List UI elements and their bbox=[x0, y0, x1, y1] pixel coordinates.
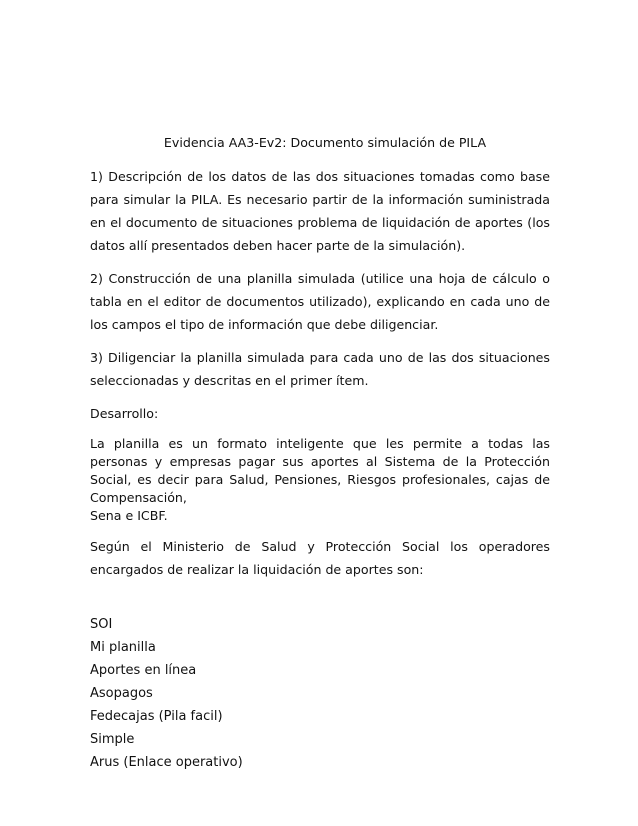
operator-item: Asopagos bbox=[90, 686, 153, 701]
paragraph-item-3: 3) Diligenciar la planilla simulada para cada uno de las dos situaciones seleccionadas y descritas en el primer ítem. bbox=[90, 350, 550, 388]
document-body bbox=[90, 132, 550, 774]
ministry-paragraph: Según el Ministerio de Salud y Protección Social los operadores encargados de realizar la liquidación de aportes son: bbox=[90, 539, 550, 577]
planilla-definition bbox=[90, 435, 550, 525]
operator-item: Simple bbox=[90, 732, 135, 747]
document-title: Evidencia AA3-Ev2: Documento simulación de PILA bbox=[163, 135, 487, 150]
operator-item: Mi planilla bbox=[90, 640, 156, 655]
planilla-definition-line-2: Sena e ICBF. bbox=[90, 508, 168, 523]
operator-item: Arus (Enlace operativo) bbox=[90, 755, 243, 770]
paragraph-item-1: 1) Descripción de los datos de las dos situaciones tomadas como base para simular la PILA. Es necesario partir de la información suministrada en el documento de situaciones problema de liquidación de aportes (los datos allí presentados deben hacer parte de la simulación). bbox=[90, 169, 550, 253]
blank-space bbox=[90, 591, 550, 613]
operator-item: Fedecajas (Pila facil) bbox=[90, 709, 223, 724]
operators-list bbox=[90, 613, 550, 774]
operator-item: SOI bbox=[90, 617, 113, 632]
section-heading-desarrollo: Desarrollo: bbox=[90, 406, 159, 421]
operator-item: Aportes en línea bbox=[90, 663, 197, 678]
planilla-definition-line-1: La planilla es un formato inteligente que les permite a todas las personas y empresas pagar sus aportes al Sistema de la Protección Social, es decir para Salud, Pensiones, Riesgos profesionales, cajas de Compensación, bbox=[90, 436, 550, 505]
paragraph-item-2: 2) Construcción de una planilla simulada (utilice una hoja de cálculo o tabla en el editor de documentos utilizado), explicando en cada uno de los campos el tipo de información que debe diligenciar. bbox=[90, 271, 550, 332]
